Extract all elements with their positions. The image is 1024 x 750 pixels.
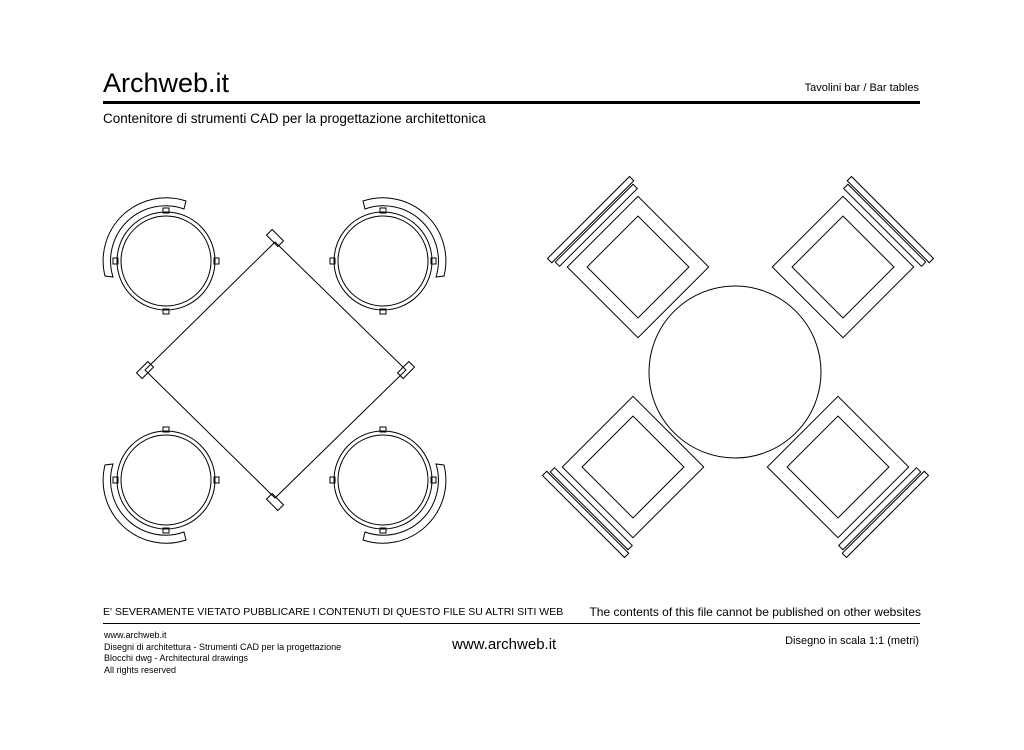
square-table-top [145,242,406,498]
footer-line: www.archweb.it [104,630,167,640]
footer-rule [103,623,920,624]
square-chair-bottom-right [762,391,929,558]
table-leg-top [267,230,284,247]
chair-backrest [555,184,637,266]
chair-backrest-outer [842,471,928,557]
chair-backrest [103,464,186,543]
sheet-title: Tavolini bar / Bar tables [804,82,919,94]
chair-backrest [363,198,446,277]
chair-backrest [103,198,186,277]
round-chair-top-right [330,198,446,314]
footer-website: www.archweb.it [452,636,557,653]
notice-english: The contents of this file cannot be published on other websites [589,605,921,619]
notice-italian: E' SEVERAMENTE VIETATO PUBBLICARE I CONTENUTI DI QUESTO FILE SU ALTRI SITI WEB [103,606,564,618]
footer-line: Disegni di architettura - Strumenti CAD per la progettazione [104,641,342,652]
brand-logo-text: Archweb.it [103,68,230,98]
table-leg-bottom [267,494,284,511]
header-subtitle: Contenitore di strumenti CAD per la progettazione architettonica [103,111,486,126]
chair-backrest-outer [542,471,628,557]
round-table-top [649,286,821,458]
round-table-set [542,176,933,557]
chair-backrest-outer [547,176,633,262]
round-chair-top-left [103,198,219,314]
footer-scale-note: Disegno in scala 1:1 (metri) [785,635,919,647]
chair-backrest [839,468,921,550]
footer-line: All rights reserved [104,664,177,675]
square-chair-top-right [767,176,934,343]
footer-line: Blocchi dwg - Architectural drawings [104,653,249,663]
square-chair-bottom-left [542,391,709,558]
chair-backrest [844,184,926,266]
square-table-set [103,198,446,543]
chair-backrest-outer [847,176,933,262]
footer-credits [104,630,341,676]
chair-backrest [550,468,632,550]
round-chair-bottom-left [103,427,219,543]
square-chair-top-left [547,176,714,343]
round-chair-bottom-right [330,427,446,543]
chair-backrest [363,464,446,543]
